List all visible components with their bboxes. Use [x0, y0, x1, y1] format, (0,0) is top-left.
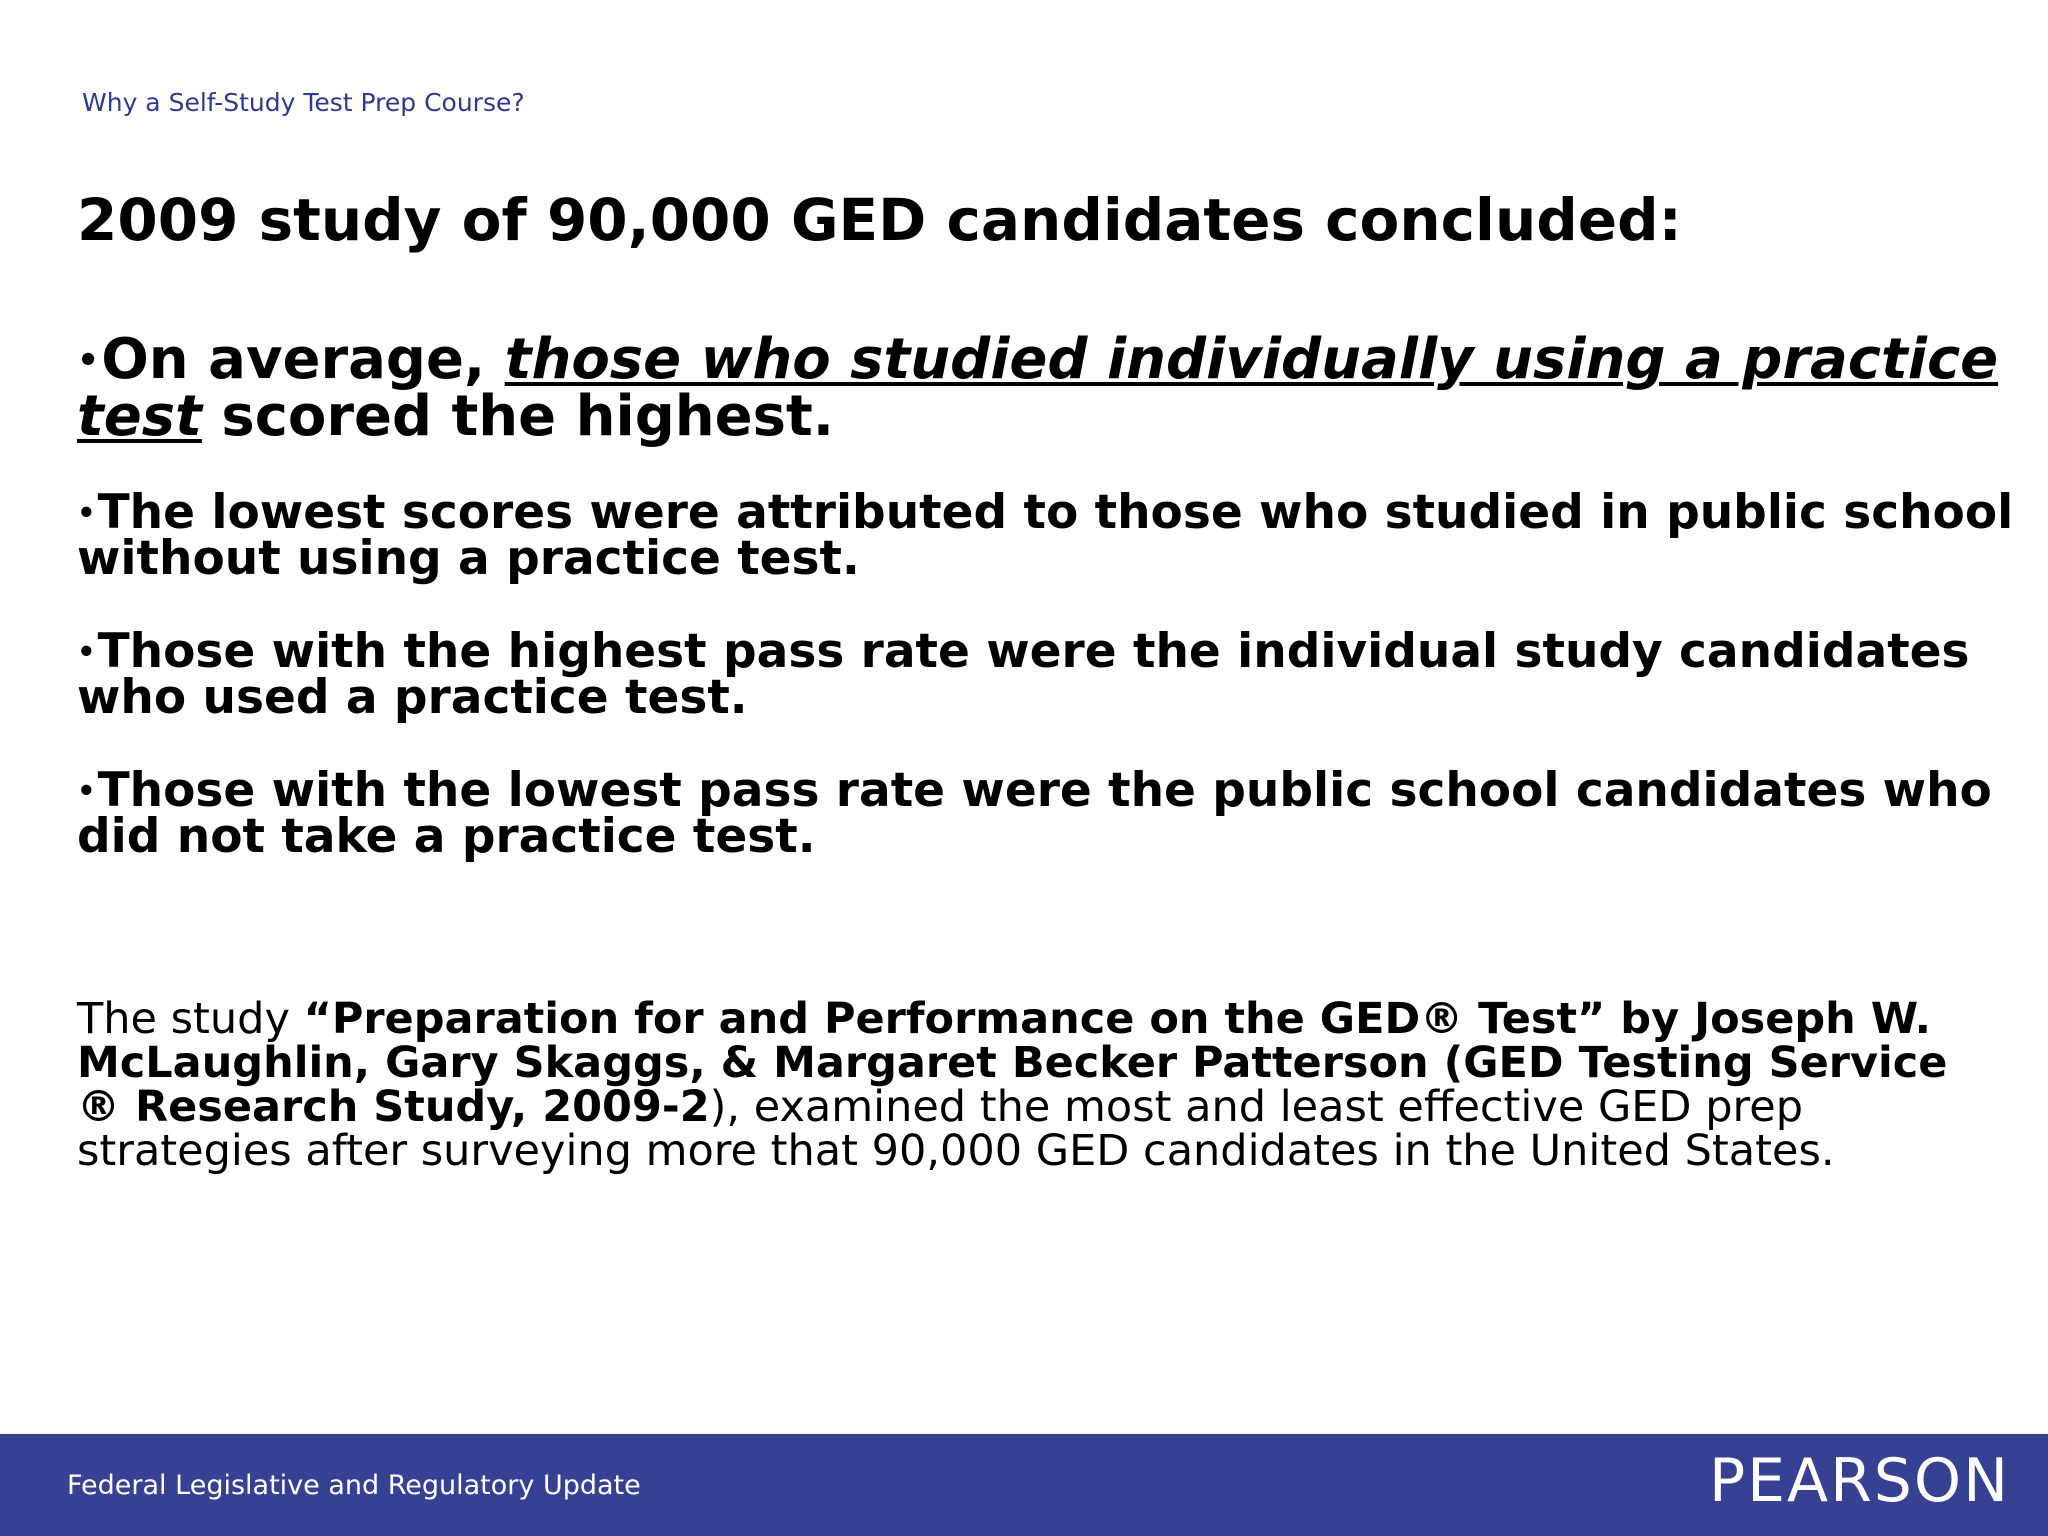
bullet-text-post: scored the highest.: [201, 383, 835, 449]
bullet-dot-icon: •: [77, 340, 100, 381]
citation-lead: The study: [77, 994, 304, 1044]
bullet-text-pre: On average,: [101, 327, 505, 392]
pearson-logo: PEARSON: [1708, 1446, 2010, 1516]
bullet-item: [77, 327, 2017, 449]
bullet-text: The lowest scores were attributed to those who studied in public school without using a practice test.: [77, 485, 2014, 586]
footer-text: Federal Legislative and Regulatory Update: [67, 1470, 641, 1501]
bullet-item: [77, 485, 2017, 586]
bullet-text: Those with the lowest pass rate were the public school candidates who did not take a practice test.: [77, 763, 1992, 865]
bullet-text-emphasis: those who studied individually using a practice test: [77, 327, 1999, 449]
study-citation: [77, 994, 1987, 1176]
bullet-dot-icon: •: [77, 495, 96, 530]
citation-description: ), examined the most and least effective GED prep strategies after surveying more that 90,000 GED candidates in the United States.: [77, 1082, 1835, 1176]
bullet-dot-icon: •: [77, 774, 96, 809]
footer-bar: [0, 1434, 2048, 1536]
citation-reference: “Preparation for and Performance on the GED® Test” by Joseph W. McLaughlin, Gary Skaggs, & Margaret Becker Patterson (GED Testing Service ® Research Study, 2009-2: [77, 994, 1948, 1132]
bullet-text: Those with the highest pass rate were the individual study candidates who used a practice test.: [77, 624, 1970, 726]
slide-title: 2009 study of 90,000 GED candidates concluded:: [77, 186, 1682, 254]
bullet-list: [77, 327, 2017, 907]
header-note: Why a Self-Study Test Prep Course?: [82, 88, 525, 117]
bullet-item: [77, 624, 2017, 726]
bullet-item: [77, 763, 2017, 865]
bullet-dot-icon: •: [77, 635, 96, 669]
